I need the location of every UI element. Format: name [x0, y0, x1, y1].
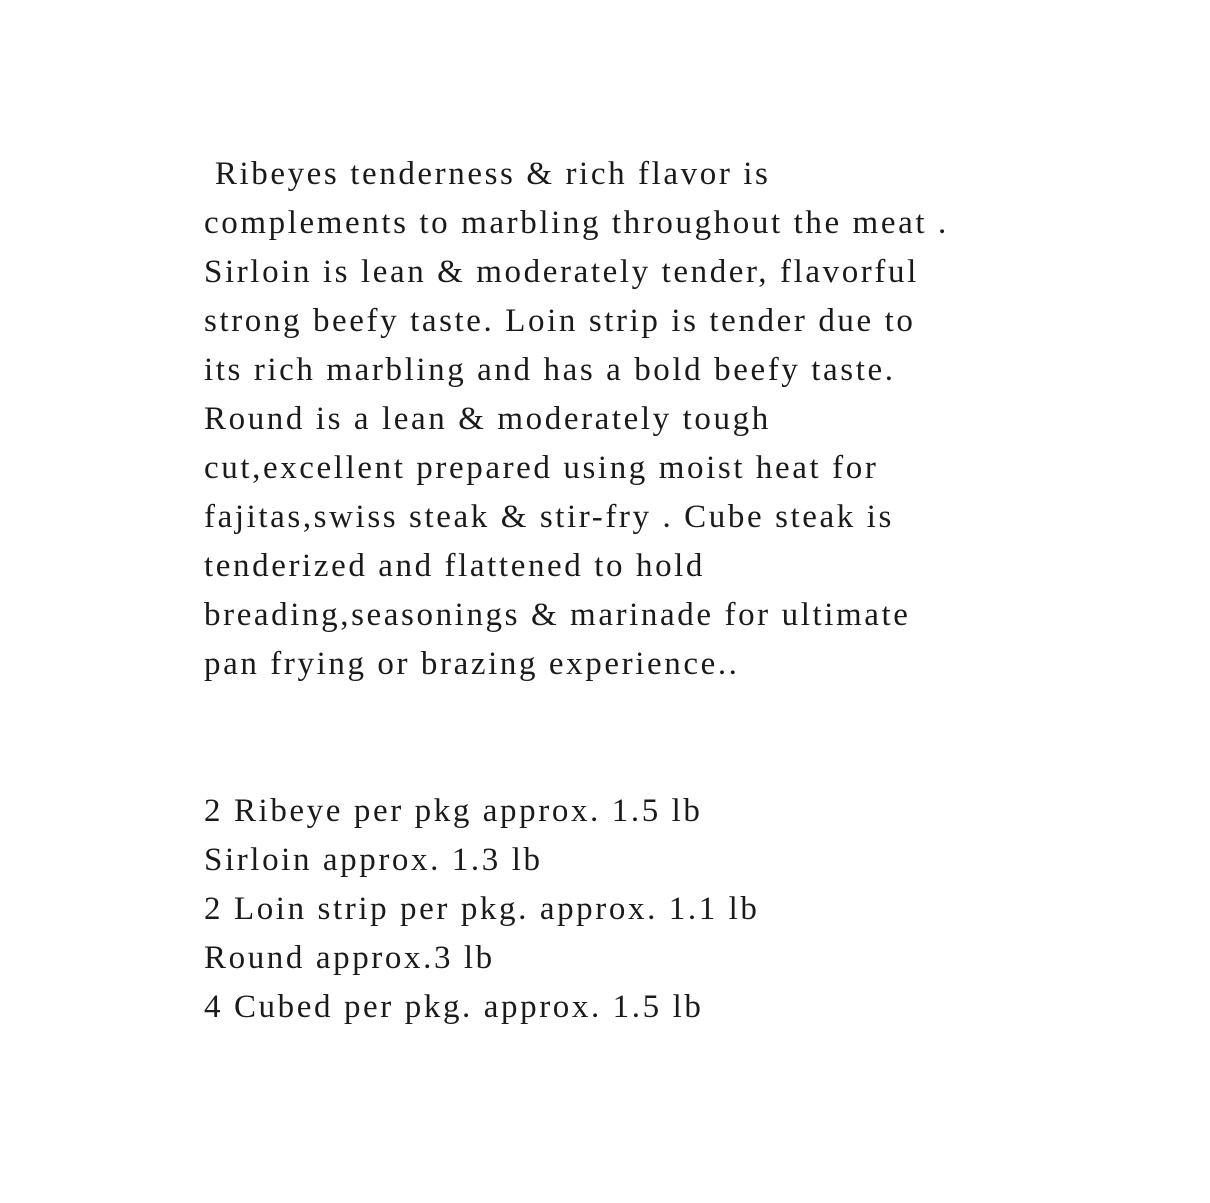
document-body [204, 150, 1084, 1032]
list-item: Sirloin approx. 1.3 lb [204, 842, 543, 878]
description-line: fajitas,swiss steak & stir-fry . Cube steak is [204, 499, 894, 535]
description-line: Ribeyes tenderness & rich flavor is [204, 156, 771, 192]
description-line: breading,seasonings & marinade for ultimate [204, 597, 911, 633]
description-line: its rich marbling and has a bold beefy taste. [204, 352, 896, 388]
description-line: tenderized and flattened to hold [204, 548, 706, 584]
description-line: Round is a lean & moderately tough [204, 401, 771, 437]
list-item: 2 Ribeye per pkg approx. 1.5 lb [204, 793, 703, 829]
description-line: cut,excellent prepared using moist heat for [204, 450, 879, 486]
item-list [204, 787, 1084, 1032]
paragraph-gap [204, 689, 1084, 787]
list-item: 2 Loin strip per pkg. approx. 1.1 lb [204, 891, 760, 927]
list-item: Round approx.3 lb [204, 940, 495, 976]
description-line: pan frying or brazing experience.. [204, 646, 740, 682]
description-line: strong beefy taste. Loin strip is tender due to [204, 303, 916, 339]
description-line: Sirloin is lean & moderately tender, flavorful [204, 254, 919, 290]
description-line: complements to marbling throughout the meat . [204, 205, 949, 241]
list-item: 4 Cubed per pkg. approx. 1.5 lb [204, 989, 704, 1025]
description-paragraph [204, 150, 1084, 689]
